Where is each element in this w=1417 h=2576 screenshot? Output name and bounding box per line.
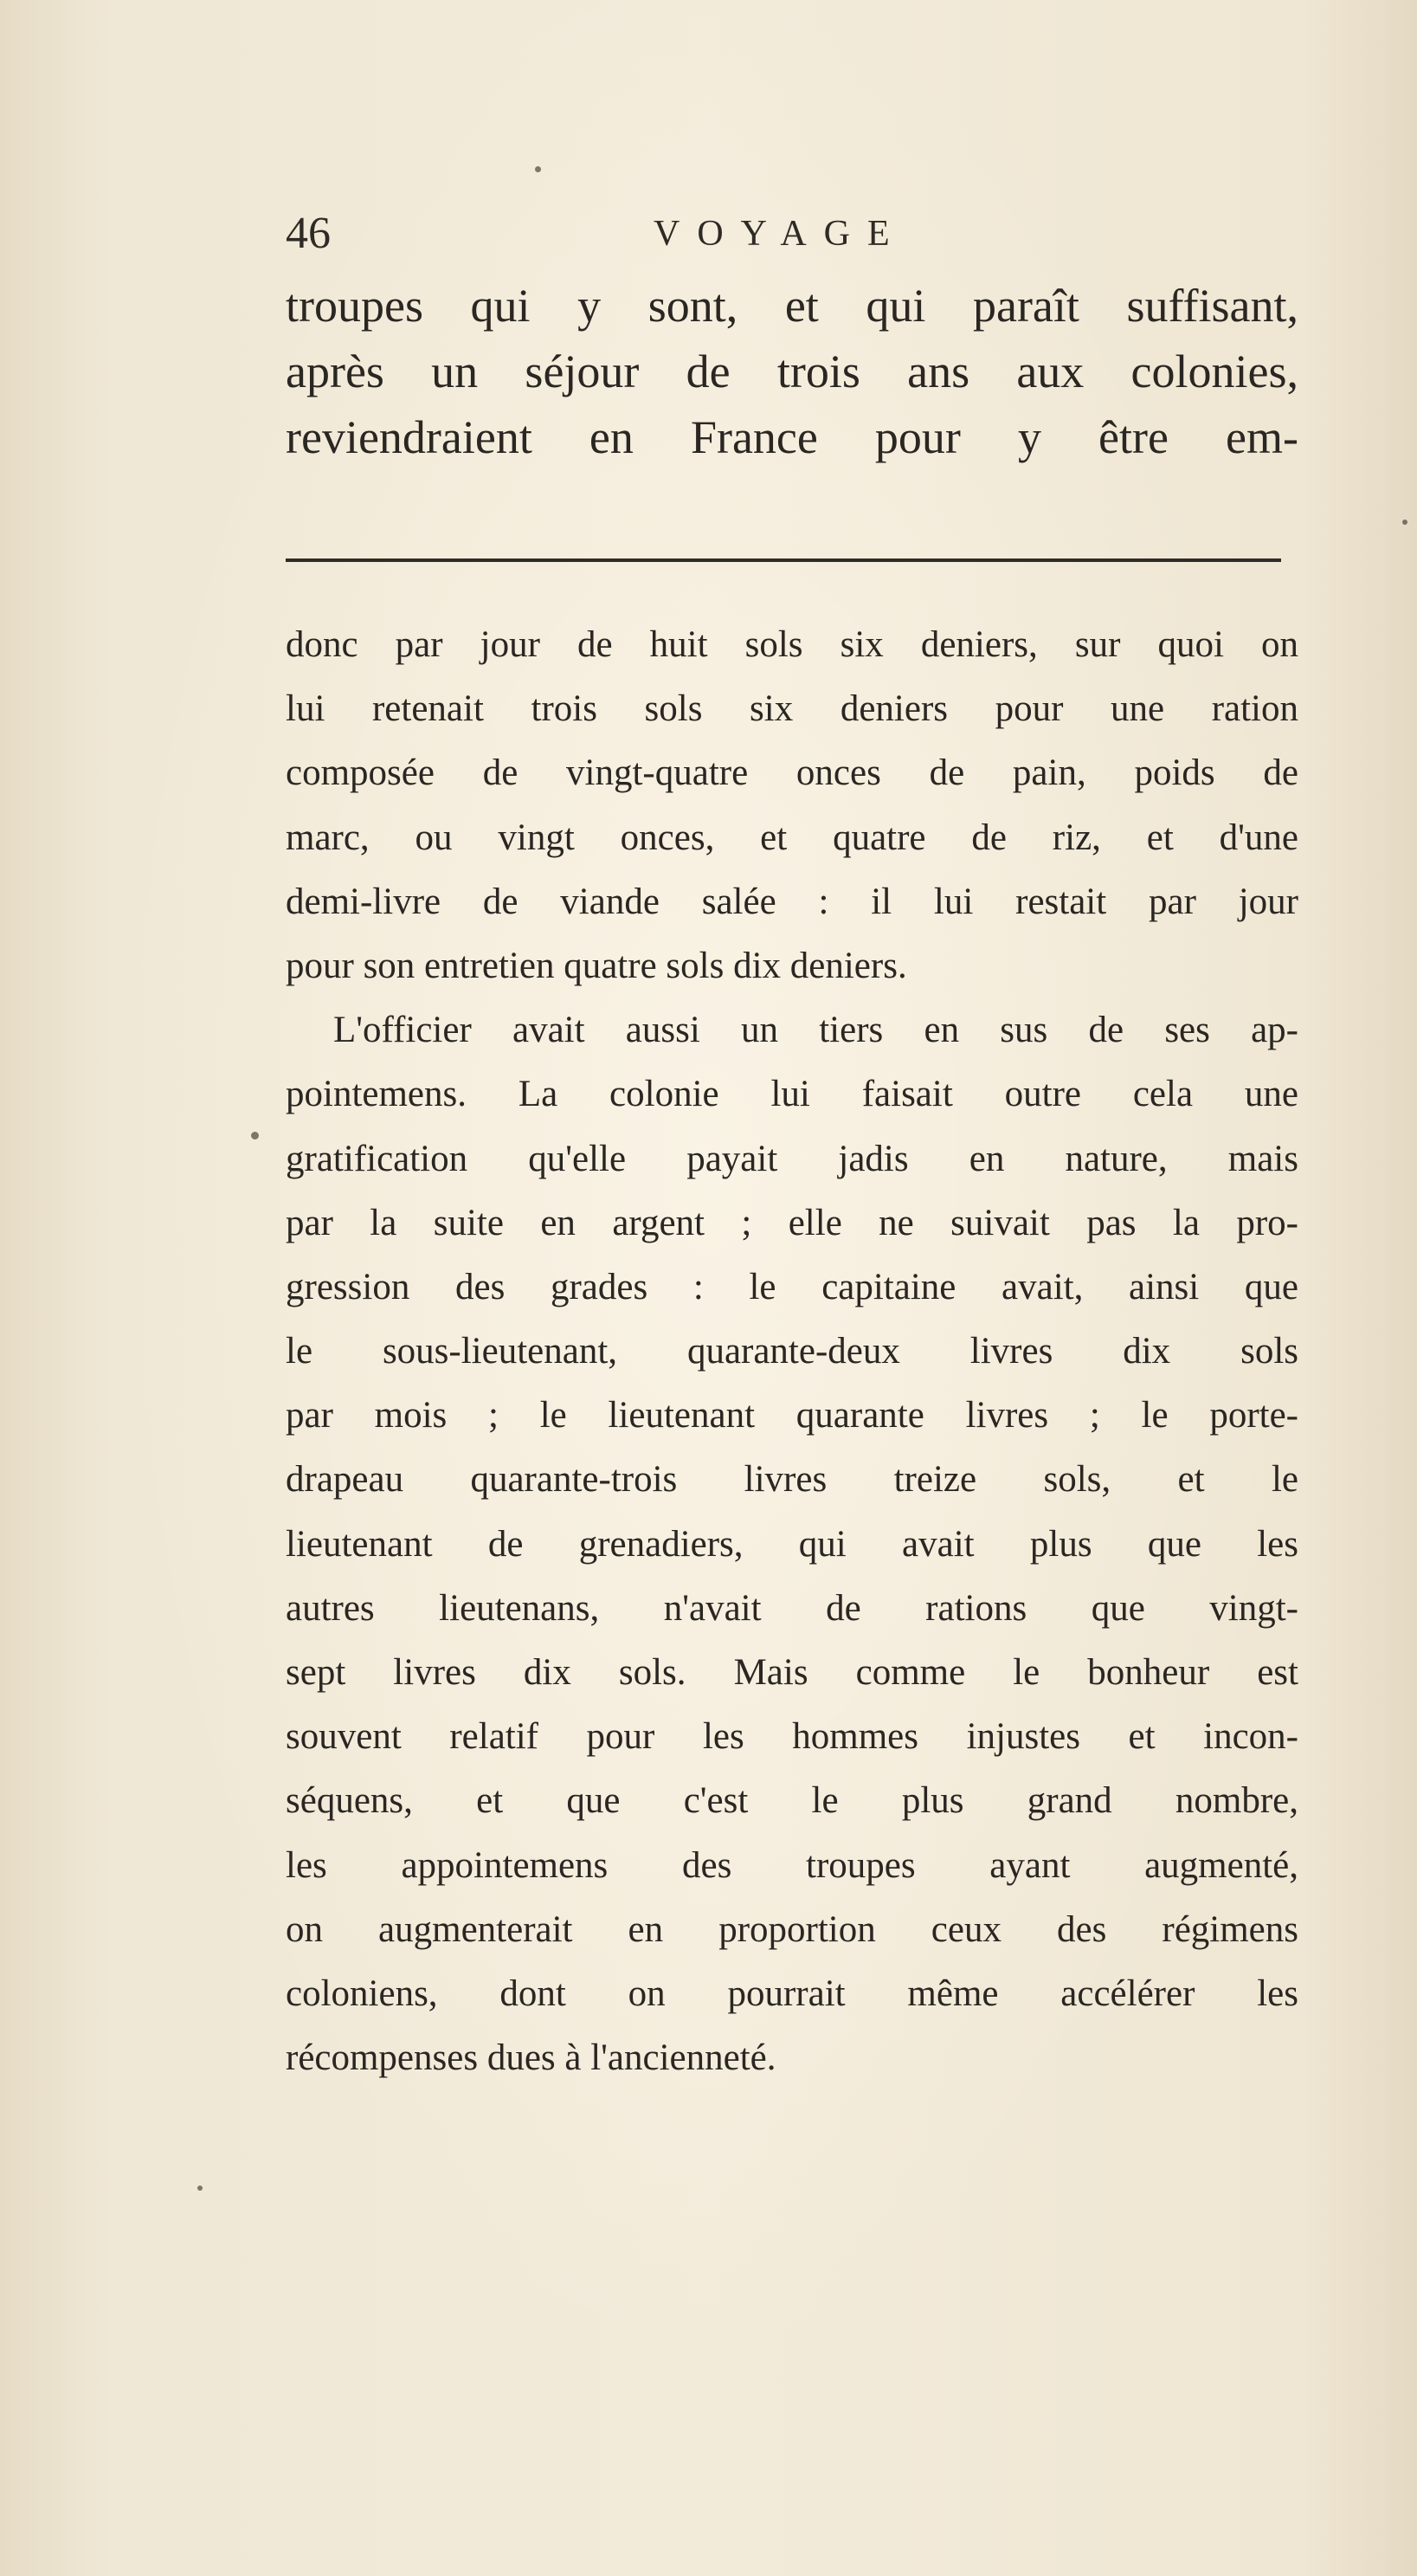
- ink-speck: [197, 2185, 203, 2191]
- running-head: [286, 199, 1290, 268]
- footnote-line: gression des grades : le capitaine avait, ainsi que: [286, 1266, 1298, 1307]
- footnote-line: lieutenant de grenadiers, qui avait plus que les: [286, 1523, 1298, 1565]
- ink-speck: [535, 166, 541, 172]
- footnote-line: on augmenterait en proportion ceux des régimens: [286, 1908, 1298, 1950]
- footnote-line: marc, ou vingt onces, et quatre de riz, et d'une: [286, 817, 1298, 858]
- running-title: VOYAGE: [654, 214, 907, 254]
- footnote-line: demi-livre de viande salée : il lui restait par jour: [286, 881, 1298, 922]
- footnote-line: sept livres dix sols. Mais comme le bonheur est: [286, 1652, 1298, 1693]
- footnote-line: souvent relatif pour les hommes injustes et incon-: [286, 1716, 1298, 1758]
- footnote-line: séquens, et que c'est le plus grand nombre,: [286, 1780, 1298, 1822]
- footnote-line: drapeau quarante-trois livres treize sols, et le: [286, 1459, 1298, 1501]
- footnote-line: L'officier avait aussi un tiers en sus de ses ap-: [333, 1010, 1298, 1051]
- footnote-line: par mois ; le lieutenant quarante livres ; le porte-: [286, 1395, 1298, 1436]
- footnote-line: pointemens. La colonie lui faisait outre cela une: [286, 1074, 1298, 1115]
- page-number: 46: [286, 209, 331, 258]
- footnote-line: le sous-lieutenant, quarante-deux livres dix sols: [286, 1331, 1298, 1372]
- ink-speck: [1402, 520, 1407, 525]
- text-line: reviendraient en France pour y être em-: [286, 411, 1298, 463]
- footnote-line: donc par jour de huit sols six deniers, sur quoi on: [286, 624, 1298, 665]
- footnote-line: gratification qu'elle payait jadis en nature, mais: [286, 1138, 1298, 1179]
- text-line: après un séjour de trois ans aux colonies,: [286, 345, 1298, 397]
- ink-speck: [251, 1132, 259, 1140]
- footnote-line: lui retenait trois sols six deniers pour une ration: [286, 688, 1298, 730]
- footnote-line: composée de vingt-quatre onces de pain, poids de: [286, 752, 1298, 794]
- footnote-line: les appointemens des troupes ayant augmenté,: [286, 1844, 1298, 1886]
- footnote-line: pour son entretien quatre sols dix deniers.: [286, 945, 907, 986]
- footnote-separator: [286, 558, 1281, 562]
- text-line: troupes qui y sont, et qui paraît suffisant,: [286, 280, 1298, 332]
- footnote-line: par la suite en argent ; elle ne suivait pas la pro-: [286, 1202, 1298, 1243]
- footnote-text: [286, 613, 1298, 2090]
- footnote-line: coloniens, dont on pourrait même accélérer les: [286, 1972, 1298, 2014]
- footnote-line: autres lieutenans, n'avait de rations que vingt-: [286, 1587, 1298, 1629]
- main-text: [286, 273, 1298, 470]
- footnote-line: récompenses dues à l'ancienneté.: [286, 2037, 776, 2079]
